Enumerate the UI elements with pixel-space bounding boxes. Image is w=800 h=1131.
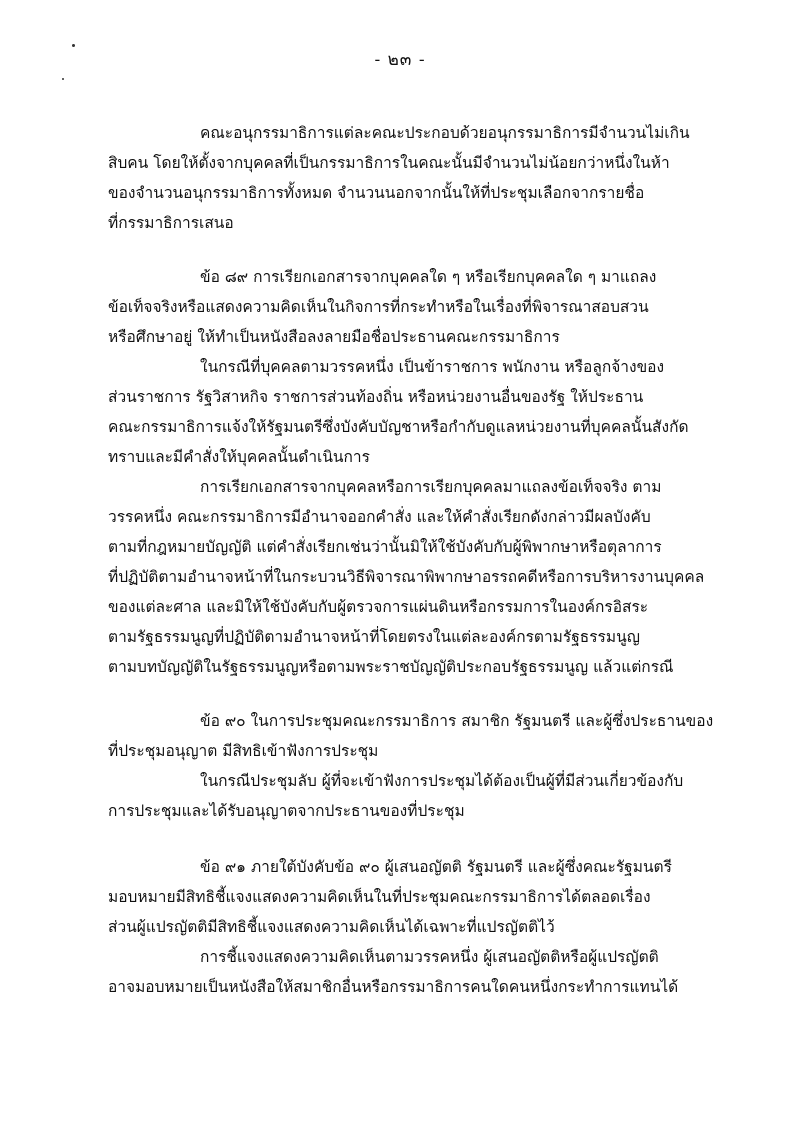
section-91-heading-line: ข้อ ๙๑ ภายใต้บังคับข้อ ๙๐ ผู้เสนอญัตติ รัฐมนตรี และผู้ซึ่งคณะรัฐมนตรี bbox=[200, 858, 672, 876]
section-90-heading-line: ข้อ ๙๐ ในการประชุมคณะกรรมาธิการ สมาชิก รัฐมนตรี และผู้ซึ่งประธานของ bbox=[200, 712, 714, 730]
paragraph-line: สิบคน โดยให้ตั้งจากบุคคลที่เป็นกรรมาธิการในคณะนั้นมีจำนวนไม่น้อยกว่าหนึ่งในห้า bbox=[108, 154, 670, 172]
paragraph-line: คณะกรรมาธิการแจ้งให้รัฐมนตรีซึ่งบังคับบัญชาหรือกำกับดูแลหน่วยงานที่บุคคลนั้นสังกัด bbox=[108, 418, 689, 436]
page-number: - ๒๓ - bbox=[374, 50, 426, 70]
paragraph-line: ในกรณีประชุมลับ ผู้ที่จะเข้าฟังการประชุมได้ต้องเป็นผู้ที่มีส่วนเกี่ยวข้องกับ bbox=[200, 772, 684, 790]
paragraph-line: มอบหมายมีสิทธิชี้แจงแสดงความคิดเห็นในที่ประชุมคณะกรรมาธิการได้ตลอดเรื่อง bbox=[108, 888, 651, 906]
paragraph-line: ที่ประชุมอนุญาต มีสิทธิเข้าฟังการประชุม bbox=[108, 742, 379, 760]
paragraph-line: ที่ปฏิบัติตามอำนาจหน้าที่ในกระบวนวิธีพิจารณาพิพากษาอรรถคดีหรือการบริหารงานบุคคล bbox=[108, 568, 705, 586]
paragraph-line: ส่วนผู้แปรญัตติมีสิทธิชี้แจงแสดงความคิดเห็นได้เฉพาะที่แปรญัตติไว้ bbox=[108, 918, 555, 936]
paragraph-line: การชี้แจงแสดงความคิดเห็นตามวรรคหนึ่ง ผู้เสนอญัตติหรือผู้แปรญัตติ bbox=[200, 948, 659, 966]
scan-speck bbox=[62, 78, 64, 80]
paragraph-line: ส่วนราชการ รัฐวิสาหกิจ ราชการส่วนท้องถิ่น หรือหน่วยงานอื่นของรัฐ ให้ประธาน bbox=[108, 388, 644, 406]
paragraph-line: ของแต่ละศาล และมิให้ใช้บังคับกับผู้ตรวจการแผ่นดินหรือกรรมการในองค์กรอิสระ bbox=[108, 598, 649, 616]
paragraph-line: หรือศึกษาอยู่ ให้ทำเป็นหนังสือลงลายมือชื่อประธานคณะกรรมาธิการ bbox=[108, 328, 560, 346]
paragraph-line: การประชุมและได้รับอนุญาตจากประธานของที่ประชุม bbox=[108, 802, 465, 820]
paragraph-line: วรรคหนึ่ง คณะกรรมาธิการมีอำนาจออกคำสั่ง และให้คำสั่งเรียกดังกล่าวมีผลบังคับ bbox=[108, 508, 651, 526]
paragraph-line: คณะอนุกรรมาธิการแต่ละคณะประกอบด้วยอนุกรรมาธิการมีจำนวนไม่เกิน bbox=[200, 124, 690, 142]
paragraph-line: ตามที่กฎหมายบัญญัติ แต่คำสั่งเรียกเช่นว่านั้นมิให้ใช้บังคับกับผู้พิพากษาหรือตุลาการ bbox=[108, 538, 662, 556]
paragraph-line: อาจมอบหมายเป็นหนังสือให้สมาชิกอื่นหรือกรรมาธิการคนใดคนหนึ่งกระทำการแทนได้ bbox=[108, 978, 679, 996]
paragraph-line: การเรียกเอกสารจากบุคคลหรือการเรียกบุคคลมาแถลงข้อเท็จจริง ตาม bbox=[200, 478, 662, 496]
paragraph-line: ตามรัฐธรรมนูญที่ปฏิบัติตามอำนาจหน้าที่โดยตรงในแต่ละองค์กรตามรัฐธรรมนูญ bbox=[108, 628, 640, 646]
paragraph-line: ที่กรรมาธิการเสนอ bbox=[108, 214, 234, 232]
paragraph-line: ทราบและมีคำสั่งให้บุคคลนั้นดำเนินการ bbox=[108, 448, 370, 466]
paragraph-line: ตามบทบัญญัติในรัฐธรรมนูญหรือตามพระราชบัญญัติประกอบรัฐธรรมนูญ แล้วแต่กรณี bbox=[108, 658, 674, 676]
paragraph-line: ข้อเท็จจริงหรือแสดงความคิดเห็นในกิจการที่กระทำหรือในเรื่องที่พิจารณาสอบสวน bbox=[108, 298, 649, 316]
paragraph-line: ในกรณีที่บุคคลตามวรรคหนึ่ง เป็นข้าราชการ พนักงาน หรือลูกจ้างของ bbox=[200, 358, 665, 376]
paragraph-line: ของจำนวนอนุกรรมาธิการทั้งหมด จำนวนนอกจากนั้นให้ที่ประชุมเลือกจากรายชื่อ bbox=[108, 184, 645, 202]
section-89-heading-line: ข้อ ๘๙ การเรียกเอกสารจากบุคคลใด ๆ หรือเรียกบุคคลใด ๆ มาแถลง bbox=[200, 268, 657, 286]
